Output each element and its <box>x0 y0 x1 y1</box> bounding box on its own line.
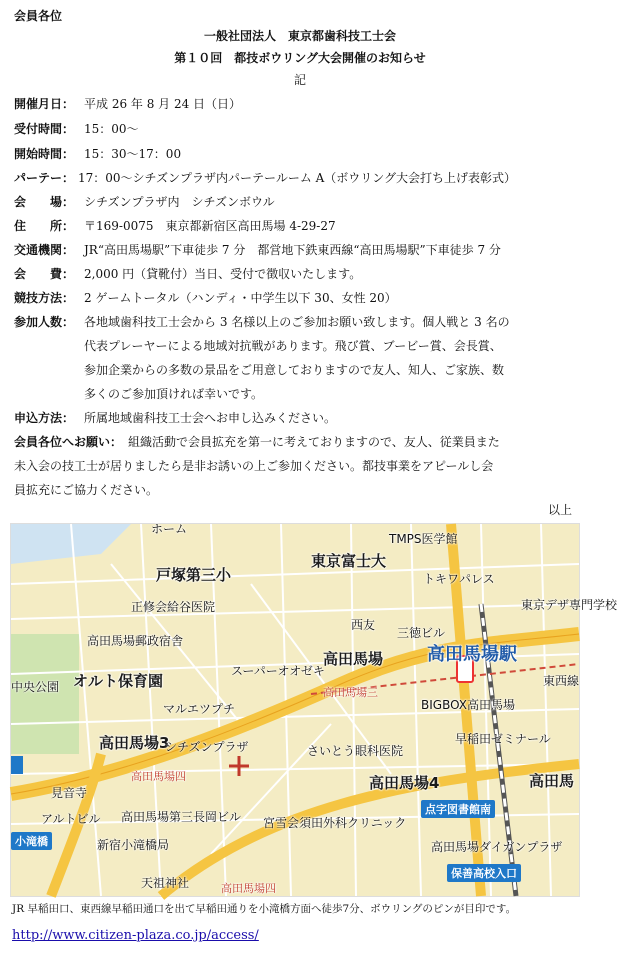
closing-ijo: 以上 <box>548 503 573 517</box>
access-map <box>10 522 617 897</box>
map-label: 高田馬場四 <box>221 882 276 895</box>
map-label: 高田馬 <box>529 772 575 790</box>
map-label: 高田馬場四 <box>131 770 186 783</box>
map-label: 早稲田ゼミナール <box>455 732 551 746</box>
address-label: 住 所： <box>14 219 75 233</box>
participants-line: 多くのご参加頂ければ幸いです。 <box>84 387 264 401</box>
map-label: 中央公園 <box>11 680 60 694</box>
application-label: 申込方法： <box>14 411 75 425</box>
map-label: 戸塚第三小 <box>156 566 232 584</box>
map-label: 東西線 <box>543 674 580 688</box>
map-label: マルエツプチ <box>163 702 236 716</box>
map-label: 天祖神社 <box>141 876 190 890</box>
map-sign: 保善高校入口 <box>447 864 521 882</box>
map-label: 見音寺 <box>51 786 88 800</box>
fee-label: 会 費： <box>14 267 75 281</box>
transport-label: 交通機関： <box>14 243 75 257</box>
ki-mark: 記 <box>293 73 306 87</box>
party-label: パーテー： <box>14 171 75 185</box>
organization-name: 一般社団法人 東京都歯科技工士会 <box>203 29 396 43</box>
map-sign: 小滝橋 <box>11 832 52 850</box>
map-label: 新宿小滝橋局 <box>97 838 170 852</box>
map-label: 高田馬場4 <box>369 774 440 792</box>
request-line-first: 組織活動で会員拡充を第一に考えておりますので、友人、従業員また <box>128 435 500 449</box>
map-label: オルト保育園 <box>73 672 164 690</box>
map-label: TMPS医学館 <box>389 532 458 546</box>
participants-label: 参加人数： <box>14 315 75 329</box>
map-label: 東京デザ専門学校 <box>521 598 617 612</box>
venue-value: シチズンプラザ内 シチズンボウル <box>84 195 275 209</box>
map-label: 三徳ビル <box>397 626 446 640</box>
participants-text <box>84 310 510 406</box>
map-label: 宮雪会須田外科クリニック <box>263 816 407 830</box>
map-label: 高田馬場第三長岡ビル <box>121 810 242 824</box>
map-label: ホーム <box>151 522 188 536</box>
citizen-plaza-marker <box>229 756 249 776</box>
reception-value: 15：00～ <box>84 122 139 136</box>
competition-label: 競技方法： <box>14 291 75 305</box>
venue-label: 会 場： <box>14 195 75 209</box>
map-label: シチズンプラザ <box>165 740 249 754</box>
start-value: 15：30～17：00 <box>84 147 182 161</box>
competition-value: 2 ゲームトータル（ハンディ・中学生以下 30、女性 20） <box>84 291 397 305</box>
address-value: 〒169-0075 東京都新宿区高田馬場 4-29-27 <box>84 219 336 233</box>
fee-value: 2,000 円（貸靴付）当日、受付で徴収いたします。 <box>84 267 362 281</box>
start-label: 開始時間： <box>14 147 75 161</box>
map-label: BIGBOX高田馬場 <box>421 698 515 712</box>
participants-line: 代表プレーヤーによる地域対抗戦があります。飛び賞、ブービー賞、会長賞、 <box>84 339 502 353</box>
map-label: 正修会給谷医院 <box>131 600 216 614</box>
access-link[interactable]: http://www.citizen-plaza.co.jp/access/ <box>12 928 259 943</box>
notice-title: 第１０回 都技ボウリング大会開催のお知らせ <box>174 51 426 65</box>
map-label: 高田馬場三 <box>323 686 378 699</box>
map-label: 高田馬場3 <box>99 734 170 752</box>
map-label: 西友 <box>351 618 376 632</box>
date-value: 平成 26 年 8 月 24 日（日） <box>84 97 242 111</box>
party-value: 17：00～シチズンプラザ内パーテールーム A（ボウリング大会打ち上げ表彰式） <box>78 171 517 185</box>
participants-line: 各地域歯科技工士会から 3 名様以上のご参加お願い致します。個人戦と 3 名の <box>84 315 510 329</box>
map-label: 東京富士大 <box>311 552 387 570</box>
map-caption: JR 早稲田口、東西線早稲田通口を出て早稲田通りを小滝橋方面へ徒歩7分、ボウリングのピンが目印です。 <box>12 903 517 915</box>
map-label: スーパーオオゼキ <box>231 664 325 678</box>
request-line-second: 未入会の技工士が居りましたら是非お誘いの上ご参加ください。都技事業をアピールし会 <box>14 459 494 473</box>
map-label: トキワパレス <box>423 572 495 586</box>
request-line-third: 員拡充にご協力ください。 <box>14 483 159 497</box>
request-label: 会員各位へお願い： <box>14 435 123 449</box>
date-label: 開催月日： <box>14 97 75 111</box>
map-label: さいとう眼科医院 <box>307 744 404 758</box>
participants-line: 参加企業からの多数の景品をご用意しておりますので友人、知人、ご家族、数 <box>84 363 505 377</box>
map-label: 高田馬場ダイガンプラザ <box>431 840 563 854</box>
transport-value: JR“高田馬場駅”下車徒歩 7 分 都営地下鉄東西線“高田馬場駅”下車徒歩 7 分 <box>84 243 501 257</box>
application-value: 所属地域歯科技工士会へお申し込みください。 <box>84 411 337 425</box>
map-label: 高田馬場郵政宿舎 <box>87 634 184 648</box>
salutation: 会員各位 <box>14 9 63 23</box>
map-sign: 点字図書館南 <box>421 800 495 818</box>
map-label: 高田馬場 <box>323 650 384 668</box>
map-label: 高田馬場駅 <box>427 644 517 665</box>
reception-label: 受付時間： <box>14 122 75 136</box>
map-label: アルトビル <box>41 812 101 826</box>
